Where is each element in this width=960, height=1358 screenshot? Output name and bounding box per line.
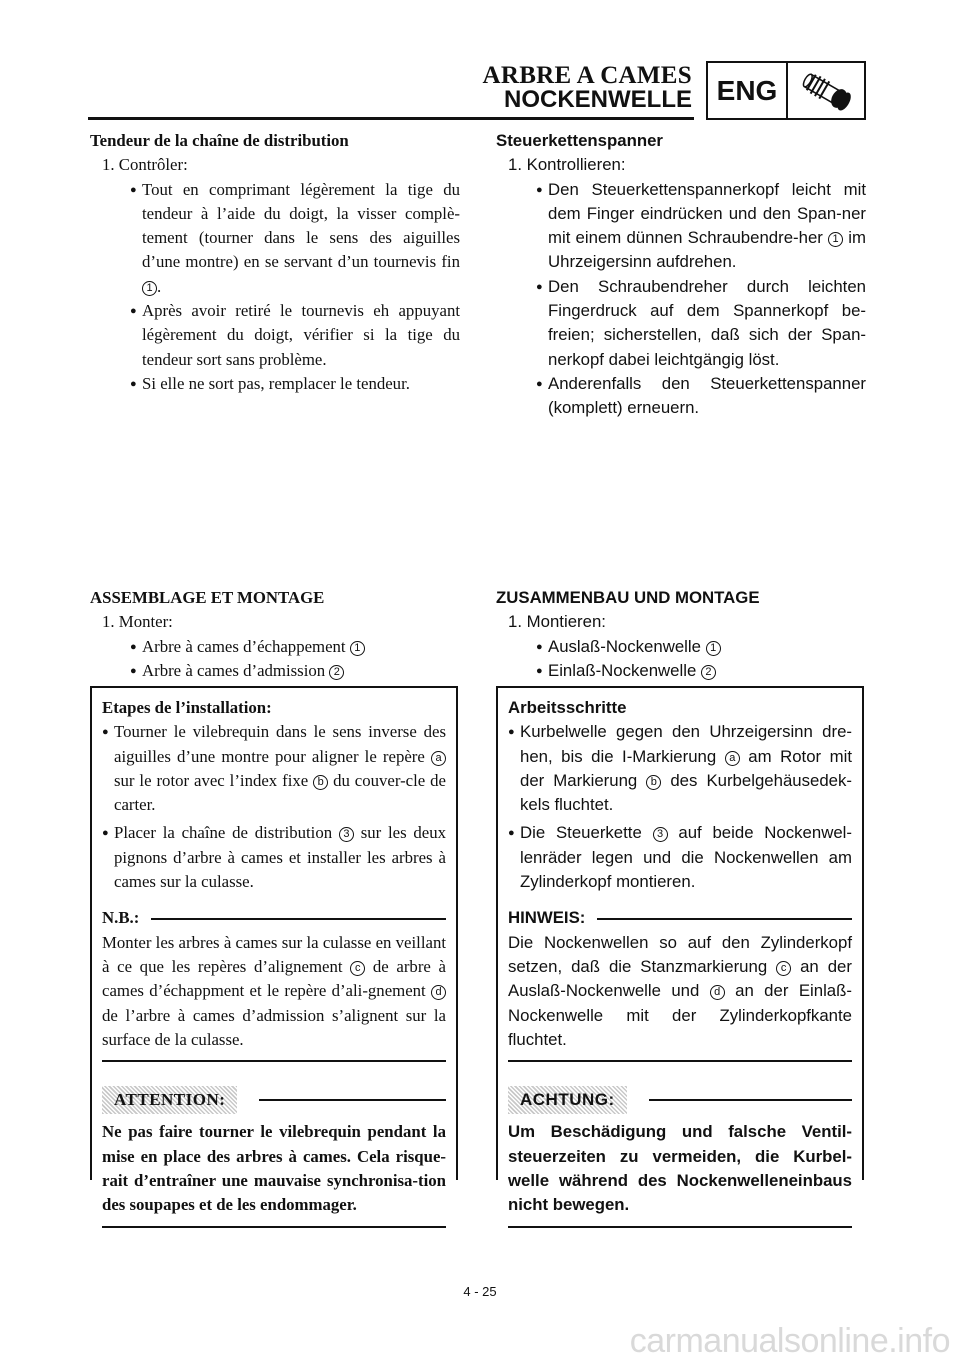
ref-marker: 3 bbox=[339, 827, 354, 842]
divider bbox=[508, 1060, 852, 1062]
watermark: carmanualsonline.info bbox=[629, 1322, 950, 1358]
fr-warning-text: Ne pas faire tourner le vilebrequin pendant la mise en place des arbres à cames. Cela risque-rait d’entraîner une mauvaise synchronisa-tion des soupapes et de les endommager. bbox=[102, 1122, 446, 1215]
ref-marker: 2 bbox=[329, 665, 344, 680]
bullet-icon bbox=[130, 299, 137, 323]
de-tensioner-heading: Steuerkettenspanner bbox=[496, 131, 663, 150]
ref-marker: d bbox=[710, 985, 725, 1000]
divider bbox=[102, 1226, 446, 1228]
divider bbox=[151, 918, 446, 920]
de-chain-tensioner-section bbox=[496, 129, 866, 421]
ref-marker: 1 bbox=[706, 641, 721, 656]
bullet-icon bbox=[508, 821, 515, 845]
fr-tensioner-heading: Tendeur de la chaîne de distribution bbox=[90, 131, 349, 150]
bullet-icon bbox=[508, 720, 515, 744]
de-assembly-bullet-1: ● Auslaß-Nockenwelle 1 bbox=[496, 635, 866, 659]
fr-installation-bullet-2: ● Placer la chaîne de distribution 3 sur les deux pignons d’arbre à cames et installer les arbres à cames sur la culasse. bbox=[102, 821, 446, 894]
divider bbox=[508, 1226, 852, 1228]
bullet-icon bbox=[130, 635, 137, 659]
ref-marker: a bbox=[431, 751, 446, 766]
ref-marker: 3 bbox=[653, 827, 668, 842]
de-note-label: HINWEIS: bbox=[508, 908, 586, 928]
ref-marker: d bbox=[431, 985, 446, 1000]
bullet-icon bbox=[130, 659, 137, 683]
fr-tensioner-bullet-2: ● Après avoir retiré le tournevis eh appuyant légèrement du doigt, vérifier si la tige du tendeur sort sans problème. bbox=[90, 299, 460, 372]
divider bbox=[649, 1099, 852, 1101]
header-rule bbox=[88, 117, 694, 120]
bullet-icon bbox=[536, 635, 543, 659]
fr-tensioner-step: 1. Contrôler: bbox=[102, 155, 188, 175]
de-warning-header bbox=[508, 1086, 852, 1114]
ref-marker: b bbox=[646, 775, 661, 790]
ref-marker: b bbox=[313, 775, 328, 790]
fr-tensioner-bullet-3: ● Si elle ne sort pas, remplacer le tendeur. bbox=[90, 372, 460, 396]
fr-installation-box bbox=[90, 686, 458, 1215]
de-installation-bullet-1: ● Kurbelwelle gegen den Uhrzeigersinn dre-hen, bis die I-Markierung a am Rotor mit der Markierung b des Kurbelgehäusedek-kels fluchtet. bbox=[508, 720, 852, 817]
bullet-icon bbox=[130, 178, 137, 202]
bullet-icon bbox=[102, 821, 109, 845]
de-note-text: Die Nockenwellen so auf den Zylinderkopf setzen, daß die Stanzmarkierung c an der Auslaß-Nockenwelle und d an der Einlaß-Nockenwelle mit der Zylinderkopfkante fluchtet. bbox=[508, 932, 852, 1049]
divider bbox=[102, 1060, 446, 1062]
de-warning-text: Um Beschädigung und falsche Ventil-steuerzeiten zu vermeiden, die Kurbel-welle während des Nockenwelleneinbaus nicht bewegen. bbox=[508, 1122, 852, 1215]
de-tensioner-bullet-3: ● Anderenfalls den Steuerkettenspanner (komplett) erneuern. bbox=[496, 372, 866, 421]
de-assembly-step: 1. Montieren: bbox=[508, 612, 606, 632]
de-installation-heading: Arbeitsschritte bbox=[508, 698, 627, 717]
de-assembly-heading: ZUSAMMENBAU UND MONTAGE bbox=[496, 588, 760, 607]
de-installation-bullet-2: ● Die Steuerkette 3 auf beide Nockenwel-lenräder legen und die Nockenwellen am Zylinderkopf montieren. bbox=[508, 821, 852, 894]
bullet-icon bbox=[536, 659, 543, 683]
section-code: ENG bbox=[708, 63, 788, 118]
fr-installation-bullet-1: ● Tourner le vilebrequin dans le sens inverse des aiguilles d’une montre pour aligner le repère a sur le rotor avec l’index fixe b du couver-cle de carter. bbox=[102, 720, 446, 817]
de-tensioner-bullet-1: ● Den Steuerkettenspannerkopf leicht mit dem Finger eindrücken und den Span-ner mit einem dünnen Schraubendre-her 1 im Uhrzeigersinn aufdrehen. bbox=[496, 178, 866, 275]
fr-note-label: N.B.: bbox=[102, 908, 140, 928]
fr-note-text: Monter les arbres à cames sur la culasse en veillant à ce que les repères d’alignement c de arbre à cames d’échappment et le repère d’ali-gnement d de l’arbre à cames d’admission s’alignent sur la surface de la culasse. bbox=[102, 932, 446, 1049]
fr-assembly-step: 1. Monter: bbox=[102, 612, 173, 632]
de-warning-label: ACHTUNG: bbox=[508, 1086, 627, 1114]
fr-assembly-section bbox=[90, 586, 460, 683]
de-installation-box bbox=[496, 686, 864, 1215]
ref-marker: a bbox=[725, 751, 740, 766]
fr-tensioner-bullet-1: ● Tout en comprimant légèrement la tige du tendeur à l’aide du doigt, la visser complè-tement (tourner dans le sens des aiguilles d’une montre) en se servant d’un tournevis fin 1 . bbox=[90, 178, 460, 299]
fr-warning-label: ATTENTION: bbox=[102, 1086, 237, 1114]
bullet-icon bbox=[536, 372, 543, 396]
fr-assembly-bullet-2: ● Arbre à cames d’admission 2 bbox=[90, 659, 460, 683]
page-number: 4 - 25 bbox=[463, 1284, 497, 1299]
divider bbox=[259, 1099, 446, 1101]
fr-installation-heading: Etapes de l’installation: bbox=[102, 698, 272, 717]
ref-marker: c bbox=[350, 961, 365, 976]
de-tensioner-bullet-2: ● Den Schraubendreher durch leichten Fingerdruck auf dem Spannerkopf be-freien; sicherstellen, daß sich der Span-nerkopf dabei leichtgängig löst. bbox=[496, 275, 866, 372]
ref-marker: 1 bbox=[350, 641, 365, 656]
ref-marker: 1 bbox=[142, 281, 157, 296]
ref-marker: c bbox=[776, 961, 791, 976]
divider bbox=[597, 918, 852, 920]
header-title-de: NOCKENWELLE bbox=[504, 86, 692, 113]
fr-chain-tensioner-section bbox=[90, 129, 460, 396]
de-tensioner-step: 1. Kontrollieren: bbox=[508, 155, 626, 175]
fr-assembly-heading: ASSEMBLAGE ET MONTAGE bbox=[90, 588, 325, 607]
de-assembly-bullet-2: ● Einlaß-Nockenwelle 2 bbox=[496, 659, 866, 683]
bullet-icon bbox=[102, 720, 109, 744]
bullet-icon bbox=[536, 178, 543, 202]
camshaft-icon bbox=[788, 63, 864, 118]
header-title-fr: ARBRE A CAMES bbox=[482, 62, 692, 89]
bullet-icon bbox=[130, 372, 137, 396]
fr-warning-header bbox=[102, 1086, 446, 1114]
bullet-icon bbox=[536, 275, 543, 299]
fr-note-header bbox=[102, 906, 446, 930]
section-badge bbox=[706, 61, 866, 120]
de-assembly-section bbox=[496, 586, 866, 683]
de-note-header bbox=[508, 906, 852, 930]
ref-marker: 1 bbox=[828, 232, 843, 247]
ref-marker: 2 bbox=[701, 665, 716, 680]
fr-assembly-bullet-1: ● Arbre à cames d’échappement 1 bbox=[90, 635, 460, 659]
